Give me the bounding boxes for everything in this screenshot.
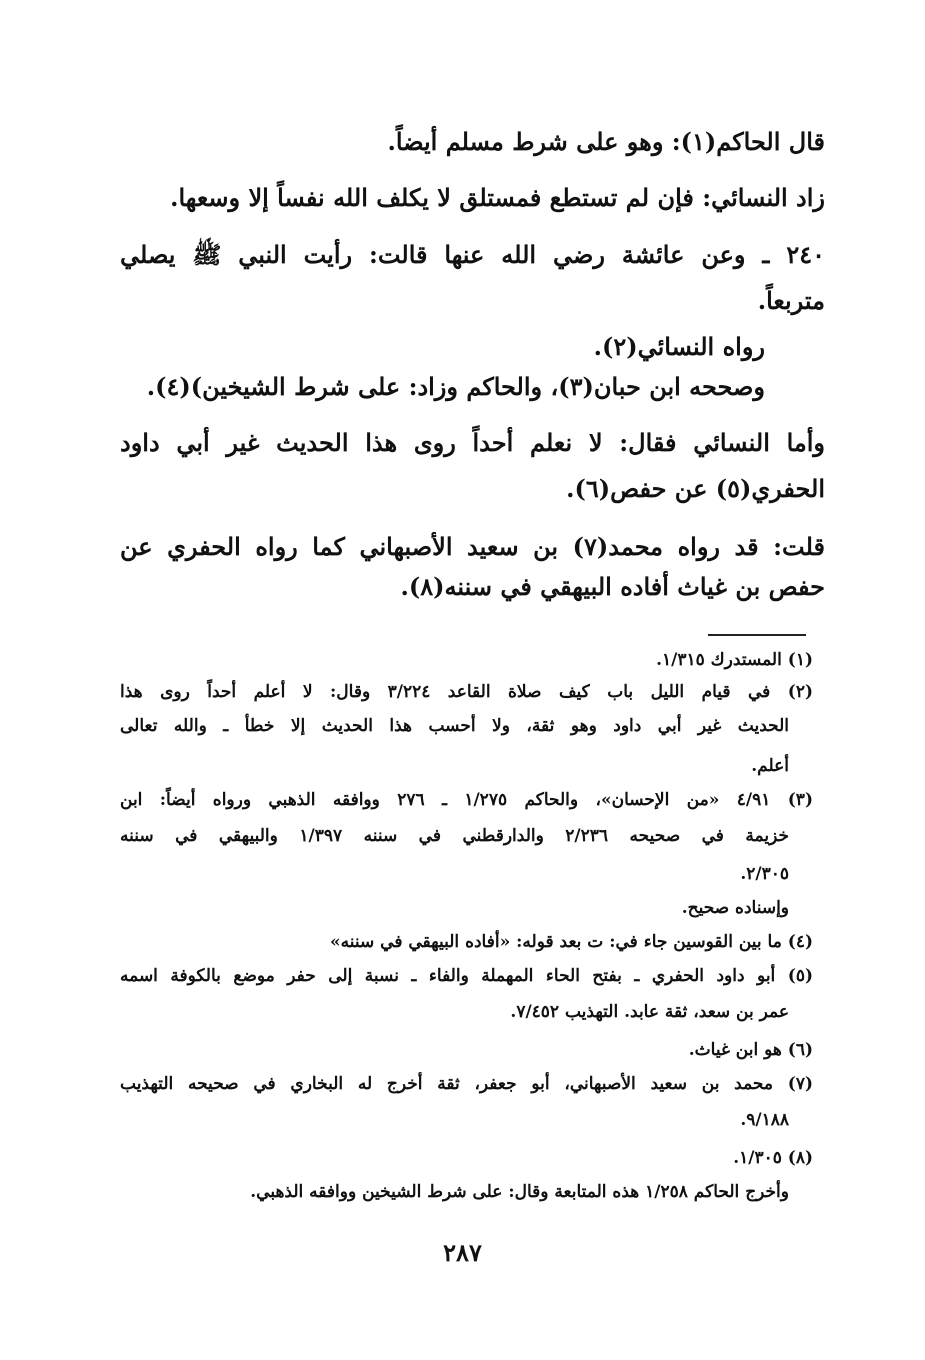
main-text-line: قال الحاكم(١): وهو على شرط مسلم أيضاً. <box>387 127 825 156</box>
footnote-line: خزيمة في صحيحه ٢/٢٣٦ والدارقطني في سننه ١/٣٩٧ والبيهقي في سننه <box>120 826 789 846</box>
footnote-line: (٨) ١/٣٠٥. <box>733 1148 813 1168</box>
footnote-line: (٣) ٤/٩١ «من الإحسان»، والحاكم ١/٢٧٥ ـ ٢٧٦ ووافقه الذهبي ورواه أيضاً: ابن <box>120 790 813 810</box>
main-text-line: حفص بن غياث أفاده البيهقي في سننه(٨). <box>400 572 825 601</box>
footnote-line: (٤) ما بين القوسين جاء في: ت بعد قوله: «أفاده البيهقي في سننه» <box>330 932 813 952</box>
footnote-line: وأخرج الحاكم ١/٢٥٨ هذه المتابعة وقال: على شرط الشيخين ووافقه الذهبي. <box>250 1182 789 1202</box>
footnote-separator <box>708 634 806 636</box>
main-text-line: ٢٤٠ ـ وعن عائشة رضي الله عنها قالت: رأيت النبي ﷺ يصلي <box>120 240 825 269</box>
footnote-line: ٩/١٨٨. <box>740 1110 789 1130</box>
footnote-line: عمر بن سعد، ثقة عابد. التهذيب ٧/٤٥٢. <box>510 1002 789 1022</box>
footnote-line: (٥) أبو داود الحفري ـ بفتح الحاء المهملة والفاء ـ نسبة إلى حفر موضع بالكوفة اسمه <box>120 966 813 986</box>
footnote-line: وإسناده صحيح. <box>681 898 789 918</box>
main-text-line: زاد النسائي: فإن لم تستطع فمستلق لا يكلف الله نفساً إلا وسعها. <box>170 183 825 212</box>
footnote-line: (٦) هو ابن غياث. <box>688 1040 813 1060</box>
footnote-line: ٢/٣٠٥. <box>740 864 789 884</box>
main-text-line: الحفري(٥) عن حفص(٦). <box>566 474 825 503</box>
main-text-line: قلت: قد رواه محمد(٧) بن سعيد الأصبهاني كما رواه الحفري عن <box>120 532 826 561</box>
main-text-line: وأما النسائي فقال: لا نعلم أحداً روى هذا الحديث غير أبي داود <box>120 428 825 457</box>
footnote-line: (١) المستدرك ١/٣١٥. <box>656 650 813 670</box>
footnote-line: الحديث غير أبي داود وهو ثقة، ولا أحسب هذا الحديث إلا خطأ ـ والله تعالى <box>120 716 789 736</box>
main-text-line: وصححه ابن حبان(٣)، والحاكم وزاد: على شرط الشيخين)(٤). <box>146 372 765 401</box>
footnote-line: (٢) في قيام الليل باب كيف صلاة القاعد ٣/٢٢٤ وقال: لا أعلم أحداً روى هذا <box>120 682 813 702</box>
footnote-line: أعلم. <box>751 756 789 776</box>
main-text-line: رواه النسائي(٢). <box>593 332 765 361</box>
page-number: ٢٨٧ <box>443 1238 482 1267</box>
main-text-line: متربعاً. <box>757 286 825 315</box>
footnote-line: (٧) محمد بن سعيد الأصبهاني، أبو جعفر، ثقة أخرج له البخاري في صحيحه التهذيب <box>120 1074 813 1094</box>
